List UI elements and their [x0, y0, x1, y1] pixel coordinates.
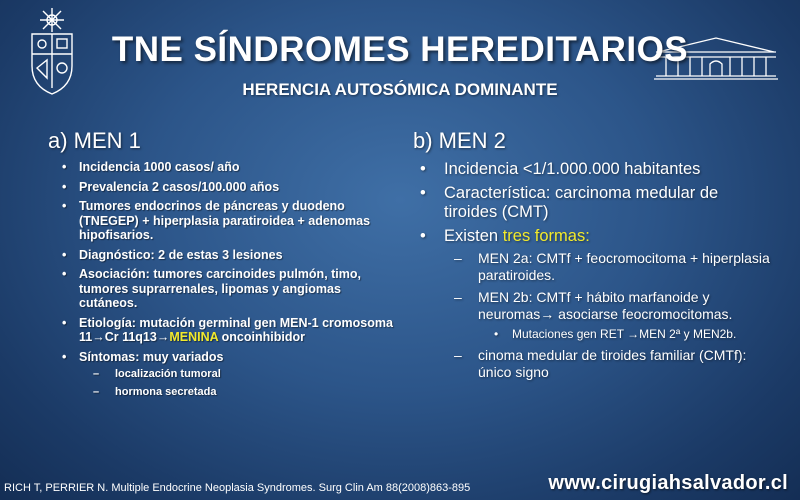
- symptoms-sublist: [79, 368, 402, 399]
- list-item: • Prevalencia 2 casos/100.000 años: [62, 180, 402, 195]
- sub-list-item: – MEN 2a: CMTf + feocromocitoma + hiperplasia paratiroides.: [454, 250, 775, 284]
- list-item: [62, 350, 402, 400]
- arrow-icon: →: [92, 330, 105, 344]
- sub-sub-list-item: [494, 327, 775, 342]
- list-item: • Asociación: tumores carcinoides pulmón, timo, tumores suprarrenales, lipomas y angiomas cutáneos.: [62, 267, 402, 311]
- men2-list: [420, 160, 775, 386]
- mutations-suffix: MEN 2ª y MEN2b.: [639, 327, 737, 341]
- men2b-text: MEN 2b: CMTf + hábito marfanoide y neuromas: [478, 289, 710, 322]
- arrow-icon: →: [627, 327, 640, 341]
- list-item: [420, 227, 775, 381]
- forms-highlight: tres formas:: [502, 227, 590, 245]
- etiology-text: Etiología: mutación germinal gen MEN-1 cromosoma 11: [79, 315, 393, 344]
- list-item: • Incidencia 1000 casos/ año: [62, 160, 402, 175]
- men2b-suffix: asociarse feocromocitomas.: [554, 306, 733, 322]
- forms-sublist: [444, 250, 775, 381]
- arrow-icon: →: [156, 330, 170, 344]
- sub-list-item: – cinoma medular de tiroides familiar (CMTf): único signo: [454, 347, 775, 381]
- men1-heading: a) MEN 1: [48, 128, 141, 153]
- men1-list: [62, 160, 402, 404]
- men2-heading: b) MEN 2: [413, 128, 506, 153]
- sub-list-item: [454, 289, 775, 342]
- website-url: www.cirugiahsalvador.cl: [548, 472, 788, 494]
- sub-list-item: – localización tumoral: [93, 368, 402, 381]
- list-item: • Tumores endocrinos de páncreas y duodeno (TNEGEP) + hiperplasia paratiroidea + adenomas hipofisarios.: [62, 199, 402, 243]
- symptoms-text: Síntomas: muy variados: [79, 349, 224, 364]
- arrow-icon: →: [540, 306, 555, 322]
- list-item: • Característica: carcinoma medular de tiroides (CMT): [420, 184, 775, 222]
- forms-prefix: Existen: [444, 227, 503, 245]
- menina-highlight: MENINA: [169, 330, 219, 344]
- list-item: • Incidencia <1/1.000.000 habitantes: [420, 160, 775, 179]
- slide-title: TNE SÍNDROMES HEREDITARIOS: [111, 30, 689, 69]
- list-item: [62, 316, 402, 345]
- etiology-suffix: oncoinhibidor: [218, 330, 305, 344]
- slide-subtitle: HERENCIA AUTOSÓMICA DOMINANTE: [242, 80, 558, 99]
- reference-citation: RICH T, PERRIER N. Multiple Endocrine Neoplasia Syndromes. Surg Clin Am 88(2008)863-895: [4, 482, 471, 494]
- mutations-text: Mutaciones gen RET: [512, 327, 628, 341]
- list-item: • Diagnóstico: 2 de estas 3 lesiones: [62, 248, 402, 263]
- mutations-sublist: [478, 327, 775, 342]
- sub-list-item: – hormona secretada: [93, 386, 402, 399]
- etiology-locus: Cr 11q13: [104, 330, 157, 344]
